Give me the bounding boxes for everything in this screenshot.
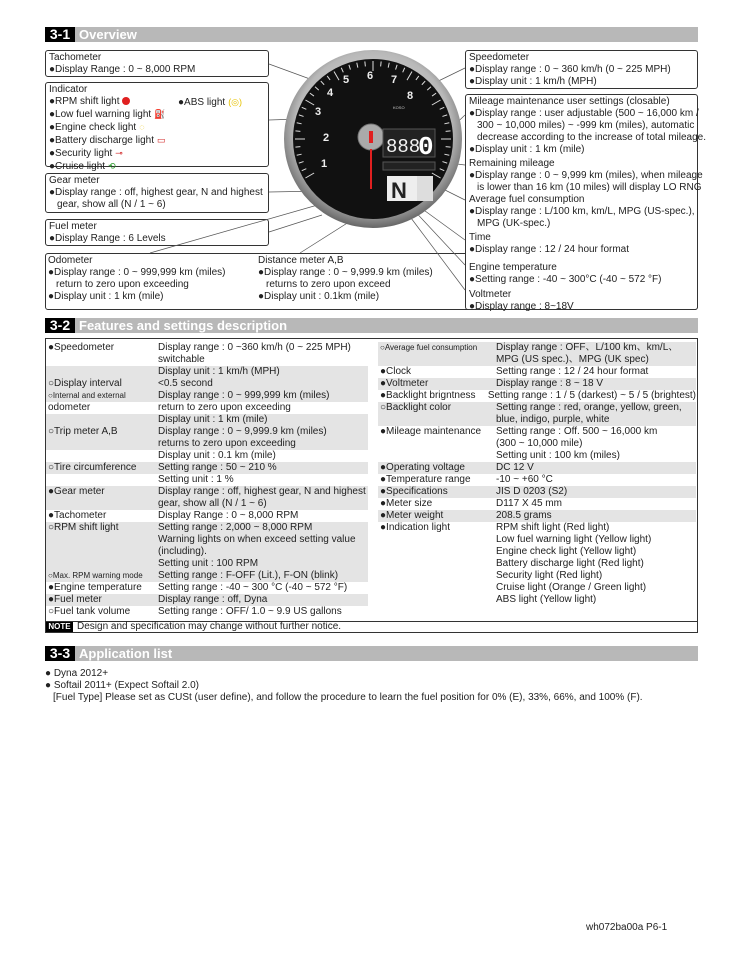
key-icon: ⊸ xyxy=(115,148,123,158)
features-table-left xyxy=(46,342,368,618)
tach-number-6: 6 xyxy=(367,70,374,82)
feature-value xyxy=(496,510,696,522)
feature-label: ●Operating voltage xyxy=(380,462,465,473)
table-row xyxy=(46,474,368,486)
section-title: Application list xyxy=(79,646,173,661)
feature-value xyxy=(158,450,368,462)
feature-value-line: returns to zero upon exceeding xyxy=(158,438,296,449)
note-tag: NOTE xyxy=(46,622,73,632)
feature-value-line: blue, indigo, purple, white xyxy=(496,414,610,425)
feature-value xyxy=(496,402,696,426)
callout-line: ●Display range : 8~18V xyxy=(469,301,574,312)
callout-line: is lower than 16 km (10 miles) will display LO RNG xyxy=(477,182,702,193)
feature-value-line: Display range : 0 ~ 9,999.9 km (miles) xyxy=(158,426,327,437)
callout-line: ●ABS light xyxy=(178,97,226,108)
feature-label: ○Average fuel consumption xyxy=(380,343,478,352)
feature-label: ●Meter weight xyxy=(380,510,444,521)
needle xyxy=(369,131,373,143)
feature-value xyxy=(158,342,368,366)
callout-line: gear, show all (N / 1 ~ 6) xyxy=(57,199,166,210)
feature-value-line: Display unit : 0.1 km (mile) xyxy=(158,450,276,461)
table-row xyxy=(46,402,368,414)
table-row xyxy=(46,582,368,594)
callout-title: Distance meter A,B xyxy=(258,255,344,266)
feature-value-line: Display unit : 1 km (mile) xyxy=(158,414,268,425)
table-row xyxy=(378,342,696,366)
callout-line: 300 ~ 10,000 miles) ~ -999 km (miles), automatic xyxy=(477,120,695,131)
fuel-type-note: [Fuel Type] Please set as CUSt (user define), and follow the procedure to learn the fuel position for 0% (E), 33%, 66%, and 100% (F). xyxy=(53,692,643,703)
table-row xyxy=(378,474,696,486)
callout-line: ●Display range : 0 ~ 9,999 km (miles), when mileage xyxy=(469,170,703,181)
callout-line: return to zero upon exceeding xyxy=(56,279,189,290)
section-header-application xyxy=(45,646,698,661)
feature-value-line: Battery discharge light (Red light) xyxy=(496,558,644,569)
feature-value-line: D117 X 45 mm xyxy=(496,498,562,509)
feature-value xyxy=(496,498,696,510)
callout-title: Speedometer xyxy=(469,52,530,63)
table-row xyxy=(378,426,696,462)
feature-value-line: MPG (US spec.)、MPG (UK spec) xyxy=(496,354,649,365)
callout-title: Mileage maintenance user settings (closable) xyxy=(469,96,670,107)
feature-value-line: Display range : off, highest gear, N and highest xyxy=(158,486,366,497)
feature-value xyxy=(158,366,368,378)
callout-title: Odometer xyxy=(48,255,93,266)
feature-label: ●Engine temperature xyxy=(48,582,142,593)
callout-title: Remaining mileage xyxy=(469,158,555,169)
feature-value-line: Display range : OFF、L/100 km、km/L、 xyxy=(496,342,679,353)
gauge-tick xyxy=(381,61,382,66)
table-row xyxy=(378,498,696,510)
brand-logo: KOSO xyxy=(393,105,405,110)
feature-label xyxy=(46,450,158,462)
feature-value xyxy=(158,462,368,474)
feature-label: ○Display interval xyxy=(48,378,122,389)
feature-value-line: Setting range : OFF/ 1.0 ~ 9.9 US gallons xyxy=(158,606,342,617)
feature-label: ●Fuel meter xyxy=(48,594,102,605)
feature-value xyxy=(496,462,696,474)
feature-value-line: -10 ~ +60 °C xyxy=(496,474,553,485)
feature-value-line: Setting unit : 1 % xyxy=(158,474,234,485)
table-row xyxy=(378,402,696,426)
table-row xyxy=(378,510,696,522)
gauge-tick xyxy=(295,147,300,148)
callout-line: ●Display range : off, highest gear, N and highest xyxy=(49,187,263,198)
callout-title: Fuel meter xyxy=(49,221,97,232)
feature-value-line: Setting range : Off. 500 ~ 16,000 km xyxy=(496,426,658,437)
feature-value xyxy=(496,366,696,378)
feature-value-line: Display range : 0 ~ 999,999 km (miles) xyxy=(158,390,330,401)
section-title: Overview xyxy=(79,27,137,42)
tach-number-1: 1 xyxy=(321,158,328,170)
feature-value-line: Security light (Red light) xyxy=(496,570,603,581)
table-row xyxy=(46,450,368,462)
callout-line: returns to zero upon exceed xyxy=(266,279,391,290)
feature-value xyxy=(158,414,368,426)
fuel-pump-icon: ⛽ xyxy=(154,109,166,119)
feature-value-line: Display range : 8 ~ 18 V xyxy=(496,378,604,389)
lcd-big-digit: 0 xyxy=(418,132,434,162)
callout-line: ●Battery discharge light xyxy=(49,135,154,146)
section-number: 3-1 xyxy=(45,27,75,42)
feature-label: ○Backlight color xyxy=(380,402,452,413)
table-row xyxy=(46,342,368,366)
feature-label: ●Gear meter xyxy=(48,486,105,497)
feature-value xyxy=(488,390,696,402)
feature-value-line: Display unit : 1 km/h (MPH) xyxy=(158,366,280,377)
note-box xyxy=(45,621,698,633)
callout-line: ●Display unit : 1 km (mile) xyxy=(48,291,164,302)
callout-title: Engine temperature xyxy=(469,262,557,273)
callout-line: ●Low fuel warning light xyxy=(49,109,152,120)
gear-indicator: N xyxy=(391,178,407,203)
callout-line: ●Display unit : 1 km (mile) xyxy=(469,144,585,155)
callout-line: ●Display range : 0 ~ 999,999 km (miles) xyxy=(48,267,226,278)
gauge-tick xyxy=(446,131,451,132)
feature-label: ○Fuel tank volume xyxy=(48,606,131,617)
application-item: ● Softail 2011+ (Expect Softail 2.0) xyxy=(45,680,199,691)
table-row xyxy=(378,522,696,606)
section-number: 3-2 xyxy=(45,318,75,333)
table-row xyxy=(46,414,368,426)
feature-label: ●Tachometer xyxy=(48,510,107,521)
callout-line: decrease according to the increase of total mileage. xyxy=(477,132,707,143)
table-row xyxy=(46,462,368,474)
feature-label: ●Mileage maintenance xyxy=(380,426,482,437)
feature-value xyxy=(496,378,696,390)
callout-title: Time xyxy=(469,232,491,243)
tach-number-2: 2 xyxy=(323,132,330,144)
table-row xyxy=(46,570,368,582)
feature-value-line: JIS D 0203 (S2) xyxy=(496,486,568,497)
feature-value-line: Setting range : F-OFF (Lit.), F-ON (blink) xyxy=(158,570,339,581)
abs-icon: (◎) xyxy=(228,97,243,107)
feature-label: ●Backlight brigntness xyxy=(380,390,476,401)
feature-value-line: gear, show all (N / 1 ~ 6) xyxy=(158,498,267,509)
table-row xyxy=(46,366,368,378)
feature-label: ○Max. RPM warning mode xyxy=(48,571,143,580)
feature-value xyxy=(158,570,368,582)
feature-value xyxy=(158,510,368,522)
feature-value xyxy=(496,474,696,486)
feature-value-line: ABS light (Yellow light) xyxy=(496,594,597,605)
callout-line: ●Display range : 12 / 24 hour format xyxy=(469,244,630,255)
callout-title: Average fuel consumption xyxy=(469,194,585,205)
feature-value xyxy=(158,594,368,606)
feature-value xyxy=(158,582,368,594)
section-title: Features and settings description xyxy=(79,318,288,333)
fuel-bar-window xyxy=(417,176,433,201)
feature-label: ●Temperature range xyxy=(380,474,471,485)
feature-value xyxy=(496,522,696,606)
gauge-tick xyxy=(446,147,451,148)
battery-icon: ▭ xyxy=(156,135,166,145)
table-row xyxy=(46,606,368,618)
feature-label: ●Indication light xyxy=(380,522,450,533)
feature-label xyxy=(46,474,158,486)
feature-value-line: Setting range : 50 ~ 210 % xyxy=(158,462,277,473)
table-row xyxy=(378,486,696,498)
table-row xyxy=(46,426,368,450)
features-table-right xyxy=(378,342,696,606)
feature-value-line: Cruise light (Orange / Green light) xyxy=(496,582,647,593)
callout-title: Tachometer xyxy=(49,52,102,63)
feature-label xyxy=(46,414,158,426)
lcd-digits: 888 xyxy=(386,136,421,158)
callout-title: Voltmeter xyxy=(469,289,512,300)
table-row xyxy=(46,594,368,606)
feature-value-line: Setting range : 2,000 ~ 8,000 RPM xyxy=(158,522,313,533)
feature-label: ○RPM shift light xyxy=(48,522,119,533)
feature-label: ●Speedometer xyxy=(48,342,115,353)
section-header-features xyxy=(45,318,698,333)
feature-label: ○Internal and external xyxy=(48,391,126,400)
lcd-odometer-strip xyxy=(383,162,435,170)
speedometer-gauge-illustration xyxy=(283,49,463,229)
callout-line: MPG (UK-spec.) xyxy=(477,218,551,229)
feature-value xyxy=(496,342,696,366)
callout-line: ●Display range : 0 ~ 360 km/h (0 ~ 225 MPH) xyxy=(469,64,671,75)
feature-value xyxy=(496,426,696,462)
feature-value-line: Setting range : -40 ~ 300 °C (-40 ~ 572 °F) xyxy=(158,582,348,593)
gauge-tick xyxy=(365,61,366,66)
table-row xyxy=(46,390,368,402)
callout-line: ●Engine check light xyxy=(49,122,137,133)
callout-line: ●Display unit : 0.1km (mile) xyxy=(258,291,380,302)
feature-label: ○Tire circumference xyxy=(48,462,137,473)
feature-value-line: (300 ~ 10,000 mile) xyxy=(496,438,583,449)
feature-value xyxy=(158,426,368,450)
cruise-icon: ⟲ xyxy=(108,161,116,171)
feature-label: ●Specifications xyxy=(380,486,448,497)
feature-value xyxy=(158,378,368,390)
feature-label: ○Trip meter A,B xyxy=(48,426,118,437)
application-list xyxy=(45,668,643,704)
table-row xyxy=(378,366,696,378)
feature-value-line: Display Range : 0 ~ 8,000 RPM xyxy=(158,510,299,521)
callout-title: Gear meter xyxy=(49,175,100,186)
callout-line: ●Display range : L/100 km, km/L, MPG (US-spec.), xyxy=(469,206,695,217)
feature-value-line: Display range : 0 ~360 km/h (0 ~ 225 MPH) xyxy=(158,342,351,353)
feature-value-line: return to zero upon exceeding xyxy=(158,402,291,413)
feature-value-line: 208.5 grams xyxy=(496,510,552,521)
callout-line: ●Display range : user adjustable (500 ~ 16,000 km / xyxy=(469,108,699,119)
callout-line: ●Security light xyxy=(49,148,113,159)
feature-value-line: Setting range : red, orange, yellow, green, xyxy=(496,402,682,413)
callout-line: ●Display Range : 6 Levels xyxy=(49,233,166,244)
table-row xyxy=(46,378,368,390)
callout-line: ●Display Range : 0 ~ 8,000 RPM xyxy=(49,64,196,75)
feature-value-line: Engine check light (Yellow light) xyxy=(496,546,637,557)
callout-line: ●Display range : 0 ~ 9,999.9 km (miles) xyxy=(258,267,433,278)
callout-line: ●Cruise light xyxy=(49,161,106,172)
feature-value xyxy=(158,402,368,414)
feature-label: ●Meter size xyxy=(380,498,433,509)
feature-value-line: Low fuel warning light (Yellow light) xyxy=(496,534,652,545)
feature-value-line: DC 12 V xyxy=(496,462,534,473)
feature-value-line: Setting unit : 100 RPM xyxy=(158,558,259,569)
feature-label: ●Voltmeter xyxy=(380,378,429,389)
table-row xyxy=(46,486,368,510)
feature-value xyxy=(158,486,368,510)
feature-label xyxy=(46,366,158,378)
feature-value xyxy=(158,606,368,618)
page-footer: wh072ba00a P6-1 xyxy=(586,922,668,933)
feature-value-line: Setting range : 1 / 5 (darkest) ~ 5 / 5 (brightest) xyxy=(487,390,696,401)
feature-value-line: switchable xyxy=(158,354,205,365)
callout-line: ●Setting range : -40 ~ 300°C (-40 ~ 572 °F) xyxy=(469,274,662,285)
callout-title: Indicator xyxy=(49,84,88,95)
note-text: Design and specification may change without further notice. xyxy=(77,621,342,632)
engine-icon: ◌ xyxy=(139,122,145,132)
table-row xyxy=(46,522,368,570)
section-number: 3-3 xyxy=(45,646,75,661)
feature-value-line: (including). xyxy=(158,546,207,557)
feature-value xyxy=(158,390,368,402)
callout-line: ●RPM shift light xyxy=(49,96,120,107)
table-row xyxy=(378,462,696,474)
feature-value-line: Display range : off, Dyna xyxy=(158,594,268,605)
feature-value xyxy=(158,474,368,486)
feature-label: odometer xyxy=(48,402,91,413)
table-row xyxy=(46,510,368,522)
tach-number-5: 5 xyxy=(343,74,350,86)
tach-number-7: 7 xyxy=(391,74,398,86)
feature-value-line: RPM shift light (Red light) xyxy=(496,522,610,533)
tach-number-8: 8 xyxy=(407,90,414,102)
feature-value xyxy=(158,522,368,570)
gauge-tick xyxy=(295,131,300,132)
feature-value-line: Warning lights on when exceed setting value xyxy=(158,534,356,545)
callout-line: ●Display unit : 1 km/h (MPH) xyxy=(469,76,597,87)
table-row xyxy=(378,390,696,402)
application-item: ● Dyna 2012+ xyxy=(45,668,109,679)
feature-value xyxy=(496,486,696,498)
table-row xyxy=(378,378,696,390)
feature-value-line: Setting unit : 100 km (miles) xyxy=(496,450,620,461)
feature-label: ●Clock xyxy=(380,366,412,377)
feature-value-line: Setting range : 12 / 24 hour format xyxy=(496,366,649,377)
tach-number-4: 4 xyxy=(327,87,334,99)
feature-value-line: <0.5 second xyxy=(158,378,213,389)
tach-number-3: 3 xyxy=(315,106,322,118)
